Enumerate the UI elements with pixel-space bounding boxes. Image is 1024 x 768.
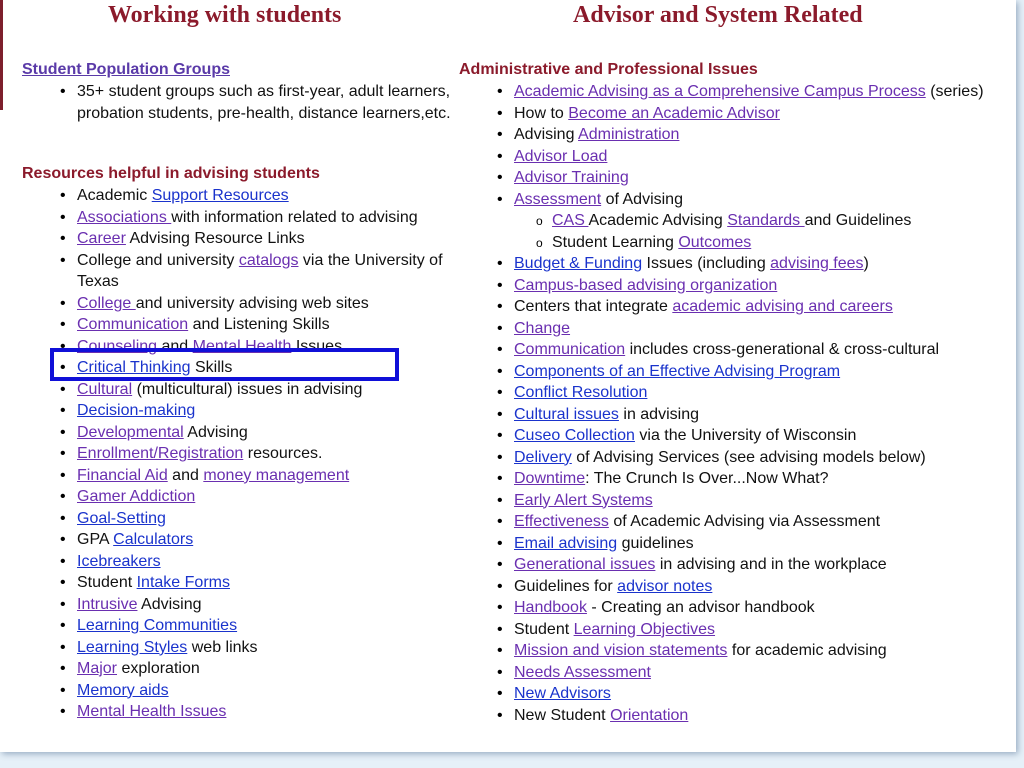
list-item xyxy=(77,465,462,487)
item-text: Advising xyxy=(514,126,579,143)
academic-advising-as-a-comprehensive-campus-process-link[interactable]: Academic Advising as a Comprehensive Campus Process xyxy=(514,83,926,100)
list-item xyxy=(514,382,1016,404)
catalogs-link[interactable]: catalogs xyxy=(238,251,299,269)
list-item xyxy=(514,447,1016,469)
item-text: Skills xyxy=(190,359,233,376)
goal-setting-link[interactable]: Goal-Setting xyxy=(77,509,166,527)
list-item xyxy=(77,228,462,250)
enrollment-registration-link[interactable]: Enrollment/Registration xyxy=(77,445,244,462)
item-text: Advising xyxy=(137,595,202,613)
list-item xyxy=(77,422,462,444)
cultural-link[interactable]: Cultural xyxy=(77,380,133,398)
list-item xyxy=(514,189,1016,254)
handbook-link[interactable]: Handbook xyxy=(514,599,587,616)
conflict-resolution-link[interactable]: Conflict Resolution xyxy=(514,384,648,401)
item-text: via the University of Texas xyxy=(77,251,443,290)
item-text: : The Crunch Is Over...Now What? xyxy=(585,470,829,487)
cultural-issues-link[interactable]: Cultural issues xyxy=(514,405,619,423)
communication-link[interactable]: Communication xyxy=(77,316,189,333)
learning-communities-link[interactable]: Learning Communities xyxy=(77,617,238,634)
item-text: and Guidelines xyxy=(804,212,912,229)
list-item xyxy=(514,468,1016,490)
item-text: and Listening Skills xyxy=(188,316,330,333)
sub-list-item xyxy=(552,232,1016,254)
list-item xyxy=(77,529,462,551)
academic-advising-and-careers-link[interactable]: academic advising and careers xyxy=(672,298,893,315)
early-alert-systems-link[interactable]: Early Alert Systems xyxy=(514,491,653,509)
item-text: in advising xyxy=(618,405,699,423)
calculators-link[interactable]: Calculators xyxy=(113,531,194,548)
list-item xyxy=(514,662,1016,684)
money-management-link[interactable]: money management xyxy=(203,466,350,484)
effectiveness-link[interactable]: Effectiveness xyxy=(514,513,609,530)
budget-funding-link[interactable]: Budget & Funding xyxy=(514,255,643,272)
list-item xyxy=(514,554,1016,576)
list-item xyxy=(514,167,1016,189)
item-text: and university advising web sites xyxy=(135,294,369,312)
generational-issues-link[interactable]: Generational issues xyxy=(514,556,656,573)
sub-list xyxy=(514,210,1016,253)
list-item xyxy=(77,637,462,659)
right-column-title: Advisor and System Related xyxy=(573,2,863,28)
financial-aid-link[interactable]: Financial Aid xyxy=(77,466,168,484)
learning-styles-link[interactable]: Learning Styles xyxy=(77,638,188,656)
item-text: Advising xyxy=(183,423,248,441)
list-item xyxy=(514,619,1016,641)
item-text: and xyxy=(157,337,193,355)
item-text: of Advising Services (see advising models below) xyxy=(571,448,926,466)
list-item xyxy=(514,103,1016,125)
cuseo-collection-link[interactable]: Cuseo Collection xyxy=(514,427,635,444)
item-text: ) xyxy=(863,255,869,272)
item-text: Academic xyxy=(77,187,152,204)
list-item xyxy=(514,404,1016,426)
list-item xyxy=(77,250,462,293)
list-item xyxy=(77,207,462,229)
item-text: guidelines xyxy=(617,534,694,552)
cas-link[interactable]: CAS xyxy=(552,212,589,229)
list-item xyxy=(77,486,462,508)
list-item xyxy=(77,572,462,594)
list-item xyxy=(77,293,462,315)
intake-forms-link[interactable]: Intake Forms xyxy=(136,574,230,591)
memory-aids-link[interactable]: Memory aids xyxy=(77,681,169,699)
icebreakers-link[interactable]: Icebreakers xyxy=(77,552,161,570)
email-advising-link[interactable]: Email advising xyxy=(514,534,618,552)
advisor-training-link[interactable]: Advisor Training xyxy=(514,169,629,186)
list-item xyxy=(77,551,462,573)
list-item xyxy=(514,318,1016,340)
learning-objectives-link[interactable]: Learning Objectives xyxy=(573,620,716,638)
student-population-groups-link[interactable]: Student Population Groups xyxy=(22,61,230,78)
major-link[interactable]: Major xyxy=(77,660,118,677)
components-of-an-effective-advising-program-link[interactable]: Components of an Effective Advising Program xyxy=(514,362,841,380)
orientation-link[interactable]: Orientation xyxy=(610,706,689,724)
outcomes-link[interactable]: Outcomes xyxy=(678,233,752,251)
assessment-link[interactable]: Assessment xyxy=(514,190,602,208)
new-advisors-link[interactable]: New Advisors xyxy=(514,685,611,702)
college-link[interactable]: College xyxy=(77,294,136,312)
list-item xyxy=(77,400,462,422)
become-an-academic-advisor-link[interactable]: Become an Academic Advisor xyxy=(568,104,780,122)
list-item xyxy=(514,275,1016,297)
list-item xyxy=(514,361,1016,383)
support-resources-link[interactable]: Support Resources xyxy=(151,187,289,204)
advising-fees-link[interactable]: advising fees xyxy=(770,255,864,272)
gamer-addiction-link[interactable]: Gamer Addiction xyxy=(77,488,196,505)
item-text: College and university xyxy=(77,251,239,269)
list-item xyxy=(77,508,462,530)
item-text: resources. xyxy=(243,445,323,462)
intrusive-link[interactable]: Intrusive xyxy=(77,595,138,613)
critical-thinking-link[interactable]: Critical Thinking xyxy=(77,359,191,376)
administrative-issues-heading: Administrative and Professional Issues xyxy=(459,61,758,78)
item-text: Student xyxy=(514,620,574,638)
list-item xyxy=(77,379,462,401)
item-text: (series) xyxy=(925,83,984,100)
item-text: New Student xyxy=(514,706,611,724)
list-item xyxy=(77,658,462,680)
resources-list xyxy=(22,185,462,723)
item-text: Issues (including xyxy=(642,255,771,272)
standards-link[interactable]: Standards xyxy=(727,212,805,229)
item-text: How to xyxy=(514,104,569,122)
list-item xyxy=(514,533,1016,555)
list-item xyxy=(77,314,462,336)
list-item xyxy=(514,511,1016,533)
change-link[interactable]: Change xyxy=(514,319,571,337)
communication-link[interactable]: Communication xyxy=(514,341,626,358)
advisor-notes-link[interactable]: advisor notes xyxy=(617,577,713,595)
list-item xyxy=(514,576,1016,598)
item-text: web links xyxy=(187,638,258,656)
advisor-load-link[interactable]: Advisor Load xyxy=(514,147,608,165)
item-text: Centers that integrate xyxy=(514,298,673,315)
list-item xyxy=(514,81,1016,103)
list-item xyxy=(514,339,1016,361)
item-text: via the University of Wisconsin xyxy=(634,427,857,444)
career-link[interactable]: Career xyxy=(77,230,126,247)
list-item xyxy=(514,490,1016,512)
item-text: with information related to advising xyxy=(171,208,418,226)
needs-assessment-link[interactable]: Needs Assessment xyxy=(514,663,651,681)
item-text: Issues xyxy=(291,337,343,355)
item-text: Advising Resource Links xyxy=(125,230,305,247)
mental-health-issues-link[interactable]: Mental Health Issues xyxy=(77,703,227,720)
administration-link[interactable]: Administration xyxy=(578,126,680,143)
campus-based-advising-organization-link[interactable]: Campus-based advising organization xyxy=(514,276,778,294)
item-text: Student Learning xyxy=(552,233,679,251)
developmental-link[interactable]: Developmental xyxy=(77,423,184,441)
list-item xyxy=(77,701,462,723)
list-item xyxy=(77,594,462,616)
item-text: and xyxy=(167,466,204,484)
admin-issues-list xyxy=(459,81,1016,726)
item-text: Academic Advising xyxy=(588,212,728,229)
item-text: Student xyxy=(77,574,137,591)
item-text: (multicultural) issues in advising xyxy=(132,380,363,398)
associations-link[interactable]: Associations xyxy=(77,208,172,226)
mission-and-vision-statements-link[interactable]: Mission and vision statements xyxy=(514,642,728,659)
downtime-link[interactable]: Downtime xyxy=(514,470,586,487)
list-item xyxy=(514,124,1016,146)
item-text: Guidelines for xyxy=(514,577,618,595)
list-item xyxy=(77,615,462,637)
list-item xyxy=(514,146,1016,168)
list-item xyxy=(514,425,1016,447)
left-column-title: Working with students xyxy=(108,2,342,28)
counseling-link[interactable]: Counseling xyxy=(77,337,158,355)
list-item xyxy=(514,640,1016,662)
item-text: GPA xyxy=(77,531,114,548)
list-item xyxy=(77,185,462,207)
sub-list-item xyxy=(552,210,1016,232)
item-text: of Advising xyxy=(601,190,683,208)
mental-health-link[interactable]: Mental Health xyxy=(192,337,292,355)
list-item xyxy=(77,443,462,465)
list-item xyxy=(77,680,462,702)
item-text: for academic advising xyxy=(727,642,887,659)
resources-heading: Resources helpful in advising students xyxy=(22,165,320,182)
list-item xyxy=(514,705,1016,727)
list-item xyxy=(514,683,1016,705)
list-item xyxy=(514,253,1016,275)
item-text: - Creating an advisor handbook xyxy=(586,599,815,616)
decision-making-link[interactable]: Decision-making xyxy=(77,402,196,419)
left-edge-stripe xyxy=(0,0,3,110)
list-item xyxy=(77,357,462,379)
list-item xyxy=(514,296,1016,318)
item-text: exploration xyxy=(117,660,200,677)
delivery-link[interactable]: Delivery xyxy=(514,448,572,466)
item-text: in advising and in the workplace xyxy=(655,556,887,573)
item-text: includes cross-generational & cross-cultural xyxy=(625,341,940,358)
population-list xyxy=(22,81,452,124)
population-item: • 35+ student groups such as first-year, adult learners, probation students, pre-health, distance learners,etc. xyxy=(77,81,452,124)
item-text: of Academic Advising via Assessment xyxy=(608,513,881,530)
list-item xyxy=(514,597,1016,619)
list-item xyxy=(77,336,462,358)
